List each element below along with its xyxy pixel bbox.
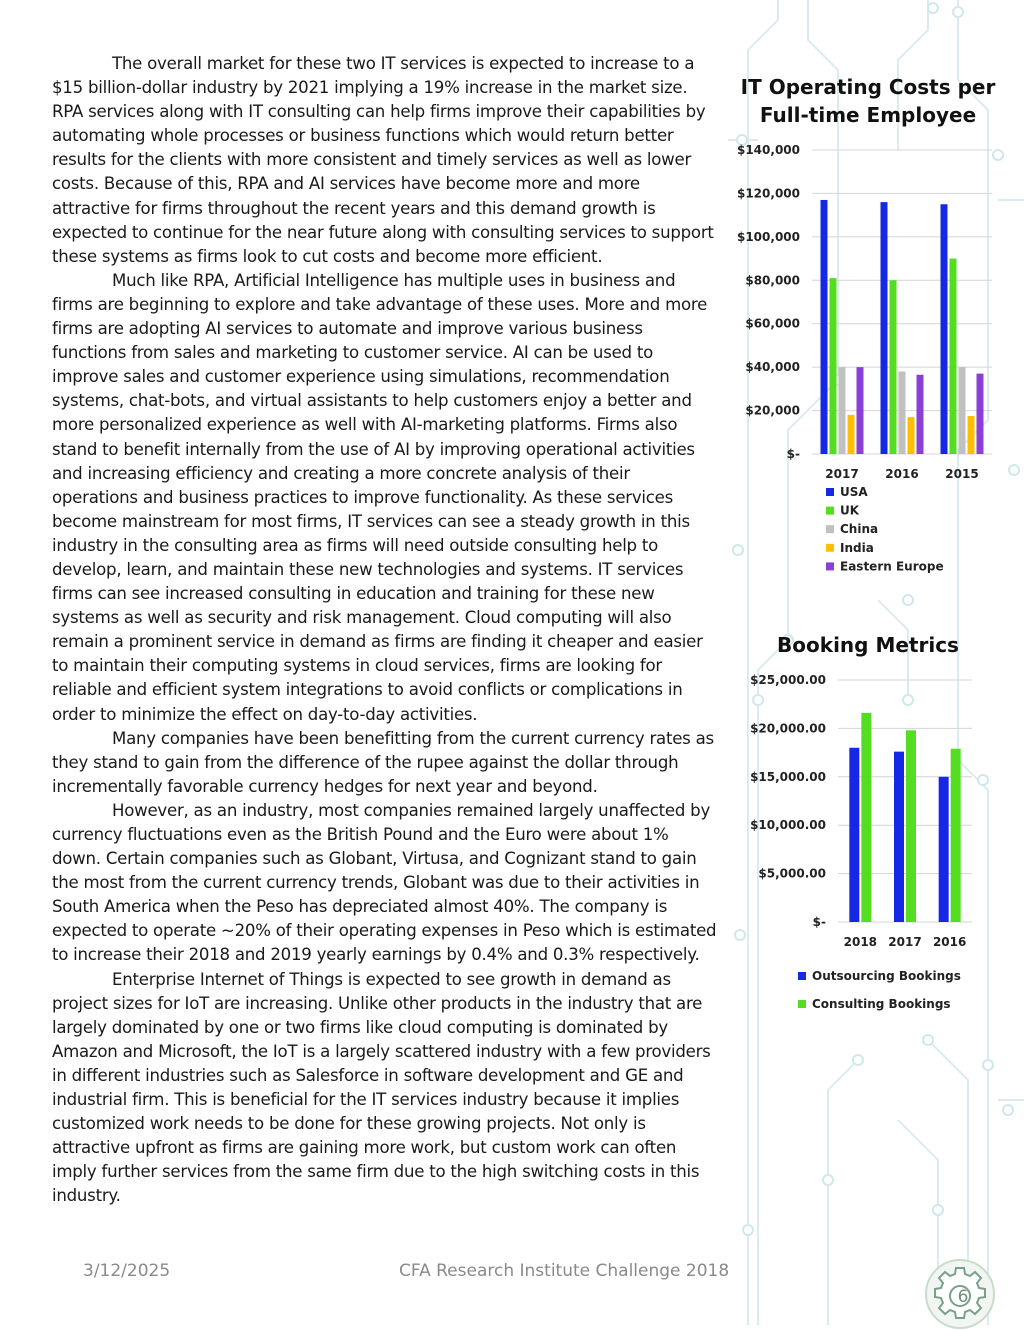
y-tick-label: $120,000 <box>736 186 800 201</box>
y-tick-label: $- <box>786 447 800 461</box>
bar <box>939 777 949 922</box>
bar <box>968 416 975 454</box>
y-tick-label: $100,000 <box>736 229 800 244</box>
x-tick-label: 2017 <box>888 935 922 949</box>
bar <box>839 367 846 454</box>
bar <box>950 259 957 454</box>
bar <box>906 730 916 922</box>
y-tick-label: $5,000.00 <box>758 866 826 881</box>
bar <box>894 752 904 922</box>
paragraph: However, as an industry, most companies remained largely unaffected by currency fluctuations even as the British Pound and the Euro were about 1% down. Certain companies such as Globant, Virtusa, and Cognizant stand to gain the most from the current currency trends, Globant was due to their activities in South America when the Peso has depreciated almost 40%. The company is expected to operate ~20% of their operating expenses in Peso which is estimated to increase their 2018 and 2019 yearly earnings by 0.4% and 0.3% respectively. <box>52 800 717 965</box>
chart-title: IT Operating Costs per Full-time Employee <box>740 75 996 127</box>
bar <box>881 202 888 454</box>
legend-label: Outsourcing Bookings <box>812 969 961 983</box>
y-tick-label: $- <box>812 915 826 929</box>
x-tick-label: 2018 <box>843 935 878 949</box>
footer-date: 3/12/2025 <box>83 1261 171 1281</box>
y-tick-label: $10,000.00 <box>750 818 826 833</box>
bar <box>849 748 859 922</box>
bar <box>951 749 961 922</box>
paragraph: The overall market for these two IT services is expected to increase to a $15 billion-dollar industry by 2021 implying a 19% increase in the market size. RPA services along with IT consulting can help firms improve their capabilities by automating whole processes or business functions which would return better results for the clients with more consistent and timely services as well as lower costs. Because of this, RPA and AI services have become more and more attractive for firms throughout the recent years and this demand growth is expected to continue for the near future along with consulting services to support these systems as firms look to cut costs and become more efficient. <box>52 54 714 266</box>
footer-title: CFA Research Institute Challenge 2018 <box>399 1261 730 1281</box>
it-costs-chart <box>728 140 1024 580</box>
legend-swatch <box>826 544 834 552</box>
y-tick-label: $20,000.00 <box>750 721 826 736</box>
legend-swatch <box>798 1000 806 1008</box>
chart-title: Booking Metrics <box>777 633 959 657</box>
paragraph: Much like RPA, Artificial Intelligence has multiple uses in business and firms are beginning to explore and take advantage of these uses. More and more firms are adopting AI services to automate and improve various business functions from sales and marketing to customer service. AI can be used to improve sales and customer experience using simulations, recommendation systems, chat-bots, and virtual assistants to help customers enjoy a better and more personalized experience as well with AI-marketing platforms. Firms also stand to benefit internally from the use of AI by improving operational activities and increasing efficiency and creating a more concrete analysis of their operations and business practices to improve functionality. As these services become mainstream for most firms, IT services can see a steady growth in this industry in the consulting area as firms will need outside consulting help to develop, learn, and maintain these new technologies and systems. IT services firms can see increased consulting in education and training for these new systems as well as security and risk management. Cloud computing will also remain a prominent service in demand as firms are finding it cheaper and easier to maintain their computing systems in cloud services, firms are looking for reliable and efficient system integrations to avoid conflicts or complications in order to minimize the effect on day-to-day activities. <box>52 270 708 724</box>
y-tick-label: $40,000 <box>745 360 800 375</box>
legend-label: UK <box>840 503 860 518</box>
y-tick-label: $140,000 <box>736 143 800 157</box>
paragraph: Many companies have been benefitting from the current currency rates as they stand to gain from the difference of the rupee against the dollar through incrementally favorable currency hedges for next year and beyond. <box>52 728 714 796</box>
legend-label: India <box>840 540 874 555</box>
x-tick-label: 2017 <box>825 467 859 481</box>
bar <box>977 374 984 454</box>
bar <box>941 204 948 454</box>
page-number: 6 <box>957 1287 969 1307</box>
y-tick-label: $20,000 <box>745 403 800 418</box>
legend-label: USA <box>840 485 868 499</box>
legend-label: Eastern Europe <box>840 559 944 574</box>
legend-label: China <box>840 522 879 537</box>
legend-swatch <box>826 562 834 570</box>
x-tick-label: 2015 <box>945 467 979 481</box>
gear-icon <box>924 1258 996 1330</box>
y-tick-label: $80,000 <box>745 273 800 288</box>
legend-swatch <box>826 507 834 515</box>
legend-swatch <box>798 972 806 980</box>
y-tick-label: $25,000.00 <box>750 673 826 687</box>
y-tick-label: $15,000.00 <box>750 769 826 784</box>
bar <box>857 367 864 454</box>
x-tick-label: 2016 <box>932 935 967 949</box>
bar <box>890 280 897 454</box>
x-tick-label: 2016 <box>885 467 919 481</box>
bar <box>917 375 924 454</box>
legend-label: Consulting Bookings <box>812 997 951 1011</box>
legend-swatch <box>826 525 834 533</box>
booking-metrics-chart <box>728 670 1024 1030</box>
legend-swatch <box>826 488 834 496</box>
bar <box>821 200 828 454</box>
bar <box>908 417 915 454</box>
y-tick-label: $60,000 <box>745 316 800 331</box>
bar <box>959 367 966 454</box>
bar <box>899 371 906 454</box>
bar <box>848 415 855 454</box>
bar <box>861 713 871 922</box>
bar <box>830 278 837 454</box>
paragraph: Enterprise Internet of Things is expected to see growth in demand as project sizes for IoT are increasing. Unlike other products in the industry that are largely dominated by one or two firms like cloud computing is dominated by Amazon and Microsoft, the IoT is a largely scattered industry with a few providers in different industries such as Salesforce in software development and GE and industrial firm. This is beneficial for the IT services industry because it implies customized work needs to be done for these growing projects. Not only is attractive upfront as firms are gaining more work, but custom work can often imply further services from the same firm due to the high switching costs in this industry. <box>52 969 711 1206</box>
body-text <box>52 52 718 1209</box>
